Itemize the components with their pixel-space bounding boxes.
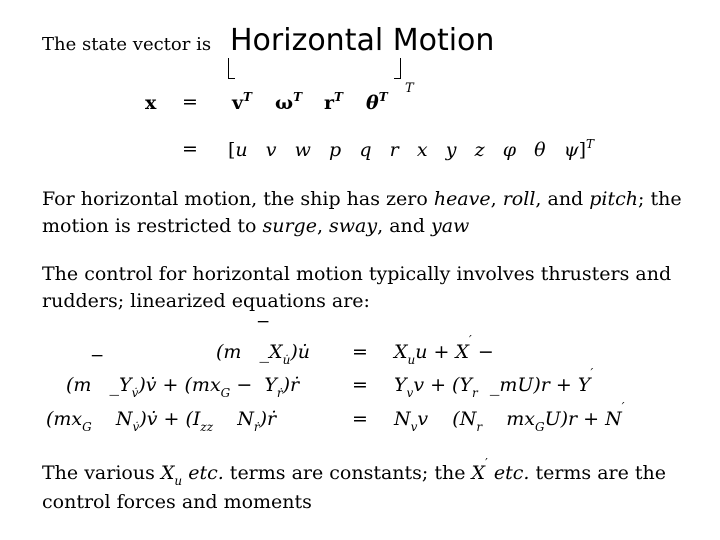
para-control: The control for horizontal motion typically involves thrusters and rudders; linearized equations are: bbox=[42, 263, 672, 312]
eq2-rhs: $Y_vv + (Y_r$ _mU)r + Y′ bbox=[394, 366, 594, 400]
term-omega: $\omega^T$ bbox=[275, 90, 303, 114]
eq2-lhs: (m $\_Y_{v̇})v̇ + (mx_G$ − $Y_ṙ)ṙ$ bbox=[66, 374, 300, 400]
para-constants: The various $X_u$ etc. terms are constants; the X′ etc. terms are the control forces and moments bbox=[42, 456, 667, 513]
eq-sign-2: = bbox=[182, 138, 198, 160]
vector-bracket-right bbox=[394, 58, 401, 79]
state-x-symbol: x bbox=[145, 92, 157, 114]
eq1-equals: = bbox=[352, 341, 368, 363]
intro-text: The state vector is bbox=[42, 34, 212, 55]
eq3-lhs: ($mx_G$ $N_{v̇})v̇ + (I_{zz}$ $N_ṙ)ṙ$ bbox=[46, 408, 277, 434]
eq3-equals: = bbox=[352, 408, 368, 430]
eq2-equals: = bbox=[352, 374, 368, 396]
eq1-minus-left: − bbox=[90, 346, 105, 366]
eq1-rhs: $X_uu + X'$ − bbox=[394, 333, 494, 367]
slide-title: Horizontal Motion bbox=[230, 23, 495, 58]
eq1-lhs: (m $\_X_{u̇})u̇$ bbox=[216, 341, 310, 367]
eq3-rhs: $N_vv$ ($N_r$ $mx_GU)r + N'$ bbox=[394, 400, 625, 434]
vector-bracket-left bbox=[228, 58, 235, 79]
eq-sign-1: = bbox=[182, 91, 198, 113]
state-components: [u v w p q r x y z φ θ ψ]$^T$ bbox=[228, 137, 595, 161]
term-theta: $\theta^T$ bbox=[366, 90, 388, 114]
term-r: $r^T$ bbox=[324, 90, 343, 114]
eq1-minus-top: − bbox=[256, 312, 271, 332]
para-horizontal-motion: For horizontal motion, the ship has zero heave, roll, and pitch; the motion is restricted to surge, sway, and yaw bbox=[42, 188, 682, 237]
term-v: $v^T$ bbox=[232, 90, 252, 114]
outer-transpose: T bbox=[405, 81, 414, 96]
